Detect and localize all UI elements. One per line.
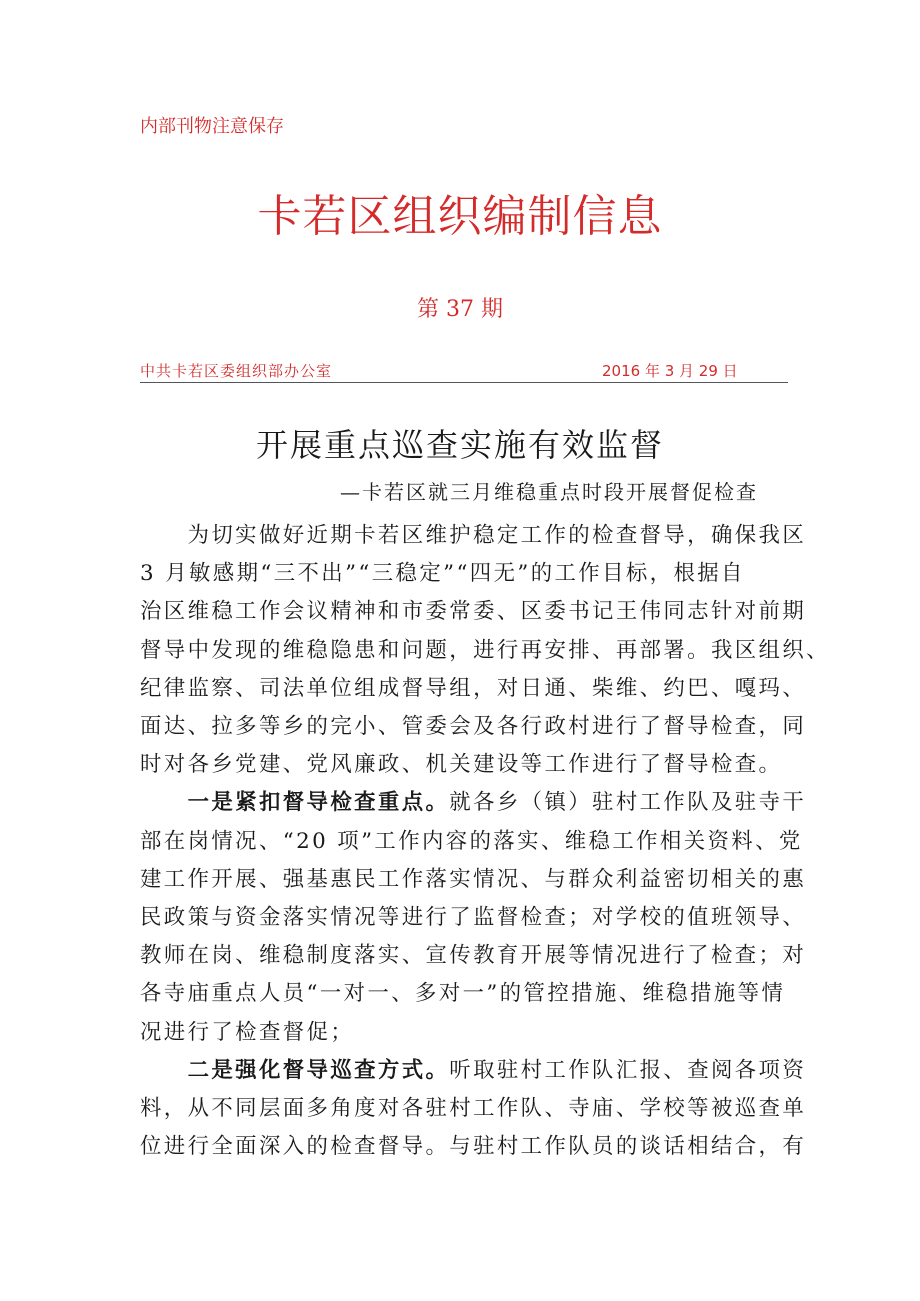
masthead-title: 卡若区组织编制信息 [257,191,663,242]
section-lead: 一是紧扣督导检查重点。 [140,790,450,816]
article-line [140,556,745,587]
article-line [140,518,806,549]
internal-publication-note: 内部刊物注意保存 [140,116,284,137]
article-subtitle: —卡若区就三月维稳重点时段开展督促检查 [340,480,758,504]
line-text: 部在岗情况、“20 项”工作内容的落实、维稳工作相关资料、党 [140,828,803,854]
line-text: 治区维稳工作会议精神和市委常委、区委书记王伟同志针对前期 [140,599,807,625]
article-line [140,900,806,931]
article-line [140,747,782,778]
line-text: 时对各乡党建、党风廉政、机关建设等工作进行了督导检查。 [140,752,783,778]
article-line [140,633,830,664]
article-line [140,1053,806,1084]
article-line [140,709,806,740]
line-text: 料，从不同层面多角度对各驻村工作队、寺庙、学校等被巡查单 [140,1096,807,1121]
line-text: 3 月敏感期“三不出”“三稳定”“四无”的工作目标，根据自 [140,561,745,587]
line-text: 建工作开展、强基惠民工作落实情况、与群众利益密切相关的惠 [140,866,807,892]
article-line [140,785,806,816]
line-text: 各寺庙重点人员“一对一、多对一”的管控措施、维稳措施等情 [140,981,786,1007]
section-lead: 二是强化督导巡查方式。 [140,1057,450,1083]
article-line [140,1015,354,1046]
article-line [140,1129,806,1160]
article-line [140,938,806,969]
article-line [140,594,806,625]
line-text: 督导中发现的维稳隐患和问题，进行再安排、再部署。我区组织、 [140,637,830,663]
line-text: 纪律监察、司法单位组成督导组，对日通、柴维、约巴、嘎玛、 [140,675,807,701]
line-text: 况进行了检查督促； [140,1019,355,1045]
article-line [140,824,803,855]
article-line [140,671,806,702]
line-text: 教师在岗、维稳制度落实、宣传教育开展等情况进行了检查；对 [140,943,807,969]
line-text: 民政策与资金落实情况等进行了监督检查；对学校的值班领导、 [140,905,807,930]
issue-number: 第 37 期 [417,297,503,322]
line-text: 位进行全面深入的检查督导。与驻村工作队员的谈话相结合，有 [140,1134,807,1160]
article-title: 开展重点巡查实施有效监督 [255,426,664,464]
article-line [140,862,806,893]
line-text: 为切实做好近期卡若区维护稳定工作的检查督导，确保我区 [140,523,807,548]
header-divider [140,382,788,383]
article-line [140,1091,806,1122]
line-text: 面达、拉多等乡的完小、管委会及各行政村进行了督导检查，同 [140,714,807,739]
line-text: 就各乡（镇）驻村工作队及驻寺干 [449,790,807,816]
line-text: 听取驻村工作队汇报、查阅各项资 [449,1057,807,1083]
issuing-office: 中共卡若区委组织部办公室 [140,362,333,380]
article-line [140,976,785,1007]
issue-date: 2016 年 3 月 29 日 [602,362,738,380]
